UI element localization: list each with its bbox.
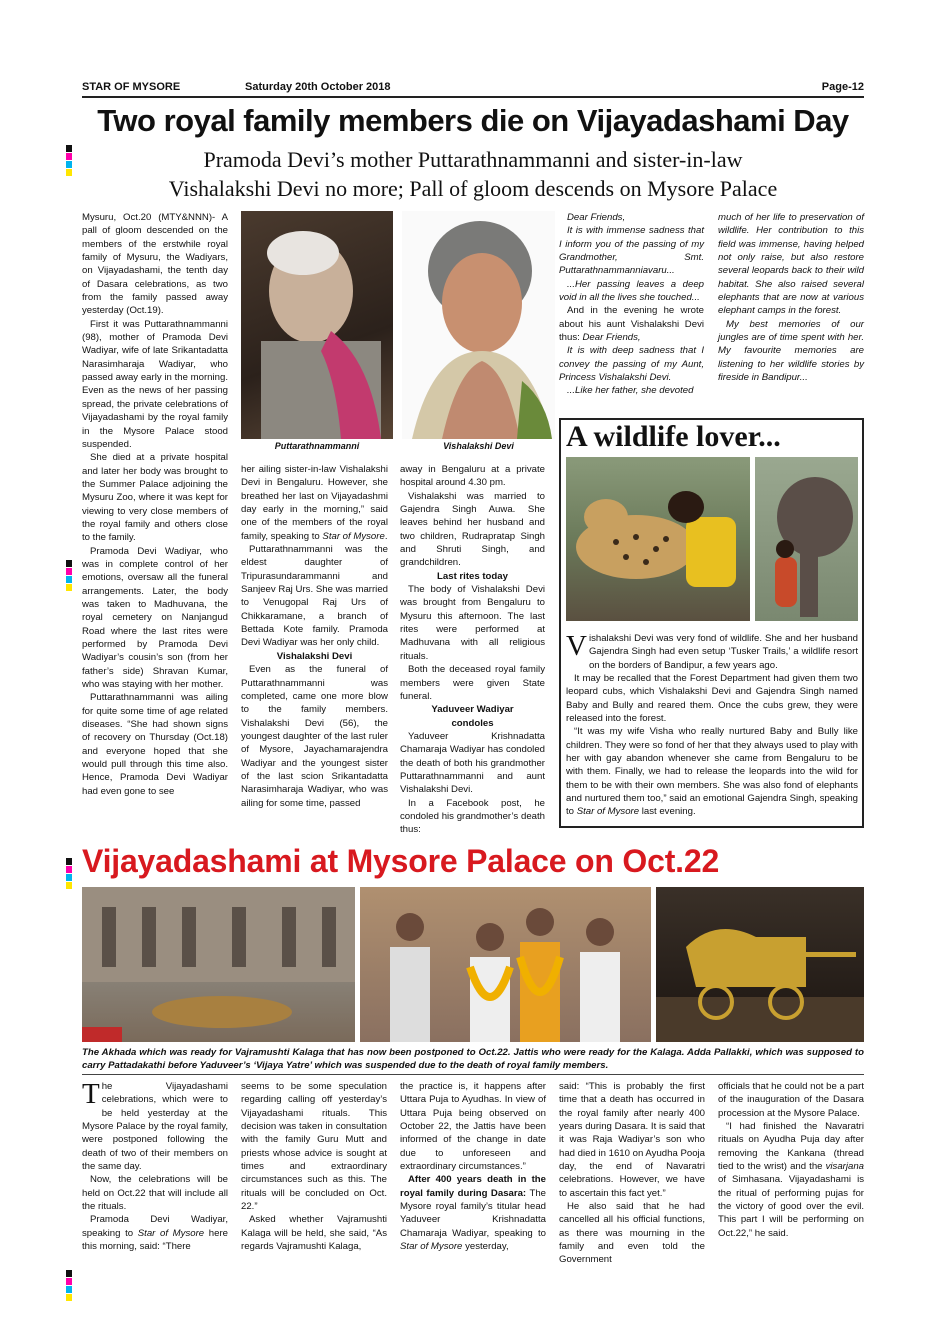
text: he Vijayadashami celebrations, which were to be held yesterday at the Mysore Palace by the royal family, were postponed following the death of two of their members on the same day.: [82, 1081, 228, 1173]
paragraph: She died at a private hospital and later her body was brought to the Summer Palace adjoining the Mysuru Zoo, where it was kept for viewing to very close members of the royal family and others close to the family.: [82, 452, 228, 544]
register-mark: [66, 866, 72, 873]
paragraph: ...Like her father, she devoted: [567, 385, 694, 397]
paragraph: Mysuru, Oct.20 (MTY&NNN)- A pall of gloom descended on the members of the erstwhile royal family of Mysuru, the Wadiyars, on Vijayadashami, the tenth day of Dasara celebrations, as two from the family passed away yesterday (Oct.19).: [82, 212, 228, 317]
publication-name: Star of Mysore: [137, 1227, 205, 1239]
paper-name: STAR OF MYSORE: [82, 81, 181, 93]
paragraph: [400, 1173, 546, 1253]
paragraph: Even as the funeral of Puttarathnammanni was completed, came one more blow to the family members. Vishalakshi Devi (56), the youngest daughter of the last ruler of Mysore, Jayachamarajendra Wadiyar and the youngest sister of the last scion Srikantadatta Narasimharaja Wadiyar, who was ailing for some time, passed: [241, 664, 388, 809]
register-mark: [66, 1278, 72, 1285]
paragraph: away in Bengaluru at a private hospital around 4.30 pm.: [400, 464, 545, 489]
section-caption: The Akhada which was ready for Vajramushti Kalaga that has now been postponed to Oct.22. Jattis who were ready for the Kalaga. Adda Pallakki, which was supposed to carry Pattadakathi before Yaduveer’s ‘Vijaya Yatre’ which was suspended due to the death of royal family members.: [82, 1047, 864, 1075]
paragraph: Both the deceased royal family members were given State funeral.: [400, 664, 545, 702]
wildlife-text: [566, 632, 858, 819]
vijaya-column-2: [241, 1080, 387, 1253]
register-mark: [66, 145, 72, 152]
text: “I had finished the Navaratri rituals on Ayudha Puja day after removing the Kankana (thread tied to the wrist) and the: [718, 1121, 864, 1173]
paragraph: [82, 1213, 228, 1253]
subheadline: [82, 145, 864, 203]
paragraph: the practice is, it happens after Uttara Puja to Ayudhas. In view of Uttara Puja being observed on October 22, the Jattis have been informed of the change in date due to unforeseen and extraordinary circumstances.”: [400, 1081, 546, 1173]
drop-cap: T: [82, 1078, 100, 1110]
page-number: Page-12: [821, 81, 864, 93]
paragraph: [566, 725, 858, 818]
jattis-illustration: [360, 887, 651, 1042]
register-mark: [66, 882, 72, 889]
text: Pramoda Devi Wadiyar, speaking to: [82, 1214, 228, 1239]
photo-leopard: [566, 457, 750, 621]
paragraph: Puttarathnammanni was ailing for quite some time of age related diseases. “She had shown signs of recovery on Thursday (Oct.18) and everyone hoped that she would pull through this time also. Hence, Pramoda Devi Wadiyar had even gone to see: [82, 692, 228, 797]
photo-caption: Puttarathnammanni: [274, 441, 360, 451]
photo-adda-pallakki: [656, 887, 864, 1042]
portrait-woman: [402, 211, 555, 439]
paragraph: He also said that he had cancelled all his official functions, as there was mourning in the family and even told the Government: [559, 1201, 705, 1266]
article-column-3: [400, 463, 545, 837]
elephant-illustration: [755, 457, 858, 621]
paragraph: much of her life to preservation of wildlife. Her contribution to this field was immense, having helped not only raise, but also restore several leopards back to their wild habitat. She also raised several elephants that are now at various elephant camps in the forest.: [718, 212, 864, 317]
vijaya-column-5: [718, 1080, 864, 1240]
photo-akhada: [82, 887, 355, 1042]
text: The Mysore royal family’s titular head Yaduveer Krishnadatta Chamaraja Wadiyar, speaking to: [400, 1187, 546, 1239]
wildlife-title: A wildlife lover...: [566, 420, 781, 453]
headline: Two royal family members die on Vijayadashami Day: [97, 103, 849, 138]
text: And in the evening he wrote about his aunt Vishalakshi Devi thus:: [559, 305, 704, 344]
publication-name: Star of Mysore: [576, 806, 640, 818]
paragraph: [559, 304, 704, 344]
article-column-4: [559, 211, 704, 398]
photo-vishalakshi-devi: [402, 211, 555, 439]
register-mark: [66, 1294, 72, 1301]
paragraph: ...Her passing leaves a deep void in all the lives she touched...: [559, 278, 704, 304]
register-mark: [66, 568, 72, 575]
paragraph: [82, 1080, 228, 1173]
register-mark: [66, 169, 72, 176]
photo-jattis: [360, 887, 651, 1042]
subheading: Vishalakshi Devi: [276, 650, 353, 662]
paragraph: officials that he could not be a part of the inauguration of the Dasara procession at the Mysore Palace.: [718, 1081, 864, 1119]
register-mark: [66, 858, 72, 865]
register-mark: [66, 153, 72, 160]
paragraph: The body of Vishalakshi Devi was brought from Bengaluru to Mysuru this afternoon. The last rites were performed at Madhuvana with all religious rituals.: [400, 584, 545, 662]
register-mark: [66, 1286, 72, 1293]
paragraph: seems to be some speculation regarding calling off yesterday’s Vijayadashami rituals. This decision was taken in consultation with the family Guru Mutt and priests whose advice is sought at times and extraordinary circumstances such as this. The rituals will be concluded on Oct. 22.”: [241, 1081, 387, 1213]
paragraph: It is with immense sadness that I inform you of the passing of my Grandmother, Smt. Puttarathnammanniavaru...: [559, 225, 704, 277]
portrait-elderly-woman: [241, 211, 393, 439]
drop-cap: V: [566, 630, 587, 662]
paragraph: It may be recalled that the Forest Department had given them two leopard cubs, which Vishalakshi Devi and Gajendra Singh named Baby and Bully and reared them. Once the cubs grew, they were released into the forest.: [566, 673, 858, 725]
photo-caption: Vishalakshi Devi: [443, 441, 514, 451]
publication-name: Star of Mysore: [322, 530, 385, 542]
paragraph: First it was Puttarathnammanni (98), mother of Pramoda Devi Wadiyar, wife of late Srikantadatta Narasimharaja Wadiyar, who passed away early in the morning. Even as the news of her passing spread, the private celebrations of Vijayadashami by the royal family in the Mysore Palace stood suspended.: [82, 318, 228, 450]
register-mark: [66, 576, 72, 583]
paragraph: Vishalakshi was married to Gajendra Singh Auwa. She leaves behind her husband and two children, Rudrapratap Singh and Shruti Singh, and grandchildren.: [400, 490, 545, 569]
subheading: After 400 years death in the royal family during Dasara:: [400, 1174, 546, 1199]
paragraph: [718, 1120, 864, 1240]
photo-puttarathnammanni: [241, 211, 393, 439]
vijaya-column-1: [82, 1080, 228, 1253]
paragraph: Pramoda Devi Wadiyar, who was in complete control of her emotions, oversaw all the funeral arrangements. Later, the body was taken to Madhuvana, the royal cemetery on Nanjangud Road where the last rites were performed by Pramoda Devi Wadiyar’s cousin’s son (from her father’s side) Shravan Kumar, who was staying with her mother.: [82, 545, 228, 691]
text: ishalakshi Devi was very fond of wildlife. She and her husband Gajendra Singh had even setup ‘Tusker Trails,’ a wildlife resort on the borders of Bandipur, a few years ago.: [588, 633, 858, 671]
subheading: Last rites today: [437, 570, 508, 582]
paragraph: said: “This is probably the first time that a death has occurred in the royal family after nearly 400 years during Dasara. It is said that it was Raja Wadiyar’s son who had died in 1610 on Ayudha Pooja day, the end of Navaratri celebrations. However, we have to ascertain this fact yet.”: [559, 1081, 705, 1199]
issue-date: Saturday 20th October 2018: [245, 81, 391, 93]
text: here this morning, said: “There: [82, 1227, 228, 1253]
paragraph: It is with deep sadness that I convey the passing of my Aunt, Princess Vishalakshi Devi.: [559, 345, 704, 384]
photo-elephant: [755, 457, 858, 621]
subhead-line: Pramoda Devi’s mother Puttarathnammanni and sister-in-law: [203, 147, 743, 172]
paragraph: her ailing sister-in-law Vishalakshi Devi in Bengaluru. However, she breathed her last on Vijayadashmi day early in the morning,” said one of the members of the royal family, speaking to Star of Mysore.: [241, 464, 388, 542]
palace-courtyard-illustration: [82, 887, 355, 1042]
paragraph: In a Facebook post, he condoled his grandmother’s death thus:: [400, 797, 545, 836]
publication-name: Star of Mysore: [400, 1241, 463, 1253]
register-mark: [66, 874, 72, 881]
text: “It was my wife Visha who really nurtured Baby and Bully like children. They were so fond of her that they always used to play with her with gay abandon whenever she came from Bengaluru to be with them. Finally, we had to release the leopards into the wild for them to be with their own members. She was also fond of elephants and nurtured them too,” said an emotional Gajendra Singh, speaking to: [566, 726, 858, 818]
paragraph: My best memories of our jungles are of time spent with her. My favourite memories are listening to her wildlife stories by fireside in Bandipur...: [718, 318, 864, 384]
paragraph: [566, 632, 858, 672]
article-column-2: [241, 463, 388, 810]
text: visarjana: [825, 1161, 864, 1173]
register-mark: [66, 1270, 72, 1277]
paragraph: Dear Friends,: [567, 212, 626, 223]
text: of Simhasana. Vijayadashami is the ritual of performing pujas for the victory of good over the evil. This part I will be performing on Oct.22,” he said.: [718, 1174, 864, 1239]
vijaya-column-3: [400, 1080, 546, 1253]
section-title: Vijayadashami at Mysore Palace on Oct.22: [82, 843, 720, 879]
article-column-5: [718, 211, 864, 384]
leopard-illustration: [566, 457, 750, 621]
register-mark: [66, 560, 72, 567]
text: last evening.: [641, 806, 696, 818]
text: her ailing sister-in-law Vishalakshi Devi in Bengaluru. However, she breathed her last on Vijayadashmi day early in the morning,” said one of the members of the royal family, speaking to: [241, 464, 388, 542]
subhead-line: Vishalakshi Devi no more; Pall of gloom descends on Mysore Palace: [168, 176, 778, 201]
subheading: condoles: [451, 717, 494, 729]
register-mark: [66, 584, 72, 591]
subheading: Yaduveer Wadiyar: [431, 704, 514, 716]
palanquin-illustration: [656, 887, 864, 1042]
paragraph: Now, the celebrations will be held on Oct.22 that will include all the rituals.: [82, 1174, 228, 1213]
page-header: [82, 80, 864, 98]
paragraph: Puttarathnammanni was the eldest daughter of Tripurasundarammanni and Sanjeev Raj Urs. She was married to Venugopal Raj Urs of Chikkaramane, a branch of Bettada Kote family. Pramoda Devi Wadiyar was her only child.: [241, 544, 388, 649]
text: Dear Friends,: [582, 332, 641, 344]
paragraph: Yaduveer Krishnadatta Chamaraja Wadiyar has condoled the death of both his grandmother Puttarathnammanni and aunt Vishalakshi Devi.: [400, 730, 545, 796]
paragraph: Asked whether Vajramushti Kalaga will be held, she said, “As regards Vajramushti Kalaga,: [241, 1214, 387, 1253]
vijaya-column-4: [559, 1080, 705, 1267]
text: yesterday,: [465, 1241, 509, 1253]
register-mark: [66, 161, 72, 168]
article-column-1: [82, 211, 228, 798]
